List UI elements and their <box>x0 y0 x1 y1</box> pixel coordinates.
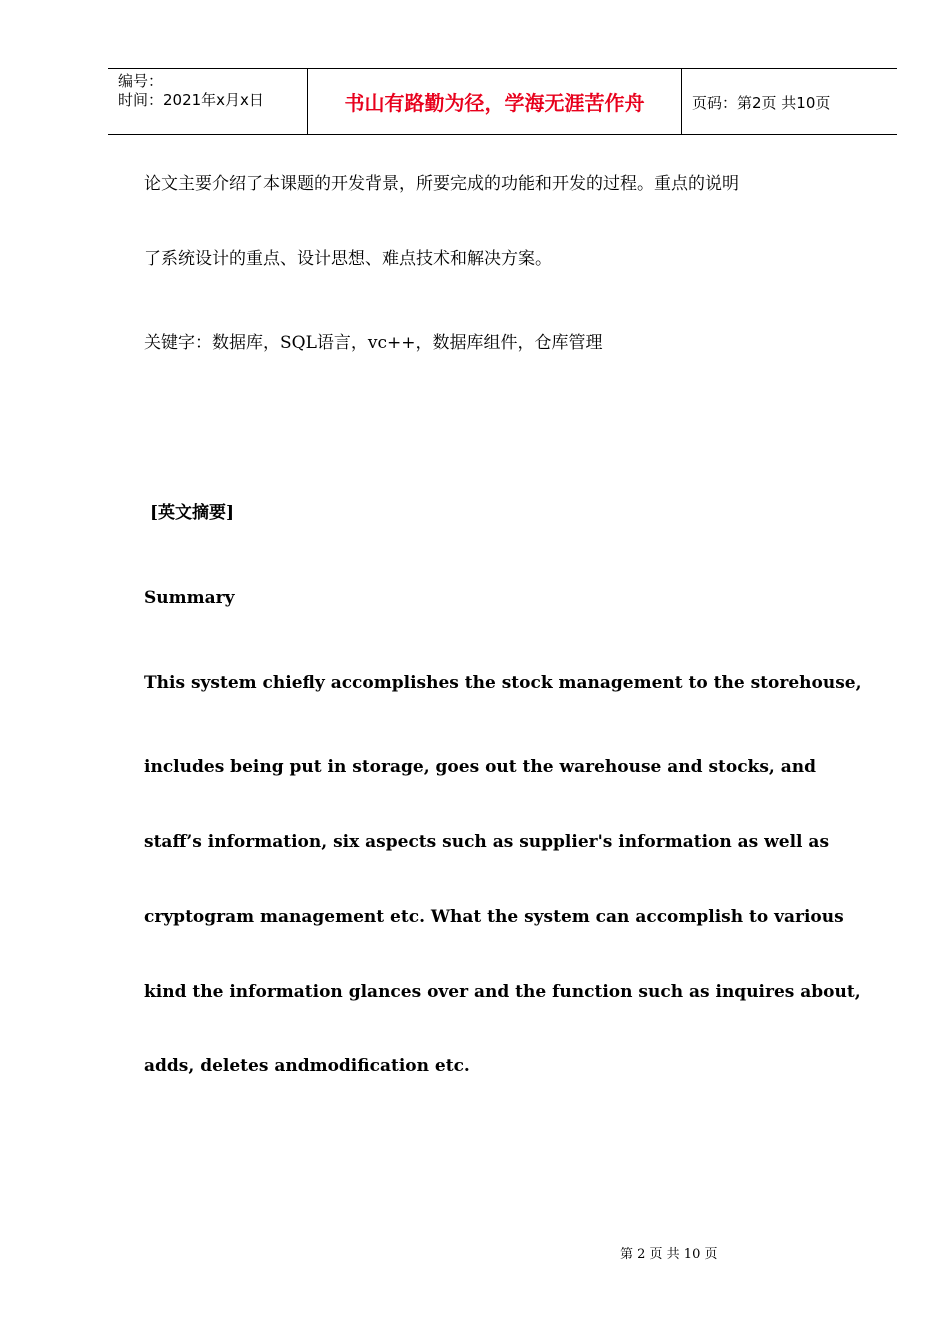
header-page-info: 页码：第2页 共10页 <box>692 94 831 112</box>
english-abstract-heading: [英文摘要] <box>150 503 235 523</box>
summary-line-3: staff’s information, six aspects such as supplier's information as well as <box>144 832 830 852</box>
summary-line-5: kind the information glances over and the function such as inquires about, <box>144 982 861 1002</box>
header-motto: 书山有路勤为径，学海无涯苦作舟 <box>344 91 645 115</box>
summary-title: Summary <box>144 588 235 608</box>
header-motto-cell <box>308 69 682 134</box>
chinese-abstract-line-1: 论文主要介绍了本课题的开发背景，所要完成的功能和开发的过程。重点的说明 <box>144 174 739 194</box>
summary-line-4: cryptogram management etc. What the system can accomplish to various <box>144 907 844 927</box>
page-header <box>108 68 897 135</box>
header-meta-cell <box>108 69 308 134</box>
serial-label: 编号： <box>118 72 164 90</box>
date-line: 时间：2021年x月x日 <box>118 91 264 109</box>
keywords-line: 关键字：数据库，SQL语言，vc++，数据库组件，仓库管理 <box>144 333 603 353</box>
header-page-cell <box>682 69 897 134</box>
summary-line-6: adds, deletes andmodification etc. <box>144 1056 470 1076</box>
page-footer: 第 2 页 共 10 页 <box>620 1247 718 1262</box>
chinese-abstract-line-2: 了系统设计的重点、设计思想、难点技术和解决方案。 <box>144 249 552 269</box>
summary-line-2: includes being put in storage, goes out the warehouse and stocks, and <box>144 757 817 777</box>
summary-line-1: This system chiefly accomplishes the stock management to the storehouse, <box>144 673 862 693</box>
